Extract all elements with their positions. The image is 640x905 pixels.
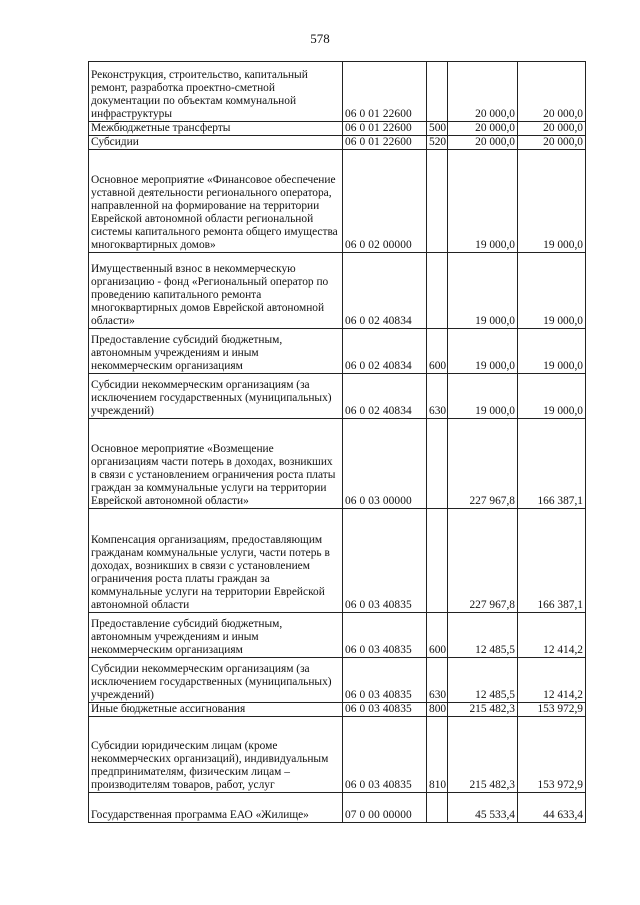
- table-row: [89, 419, 586, 509]
- row-code-cell: 06 0 01 22600: [343, 136, 427, 150]
- row-name-cell: [89, 509, 343, 613]
- row-name: Предоставление субсидий бюджетным, автономным учреждениям и иным некоммерческим организациям: [91, 334, 283, 372]
- row-name-cell: [89, 253, 343, 329]
- row-type-cell: 630: [427, 658, 448, 703]
- row-name: Реконструкция, строительство, капитальный ремонт, разработка проектно-сметной документации по объектам коммунальной инфраструктуры: [91, 69, 308, 120]
- row-value-1-cell: 215 482,3: [448, 717, 518, 793]
- row-type-cell: 630: [427, 374, 448, 419]
- row-code-cell: 06 0 03 40835: [343, 717, 427, 793]
- row-type-cell: [427, 419, 448, 509]
- row-value-1-cell: 20 000,0: [448, 136, 518, 150]
- row-code-cell: 06 0 02 00000: [343, 150, 427, 253]
- row-value-1-cell: 19 000,0: [448, 150, 518, 253]
- row-type-cell: [427, 62, 448, 122]
- row-name-cell: [89, 658, 343, 703]
- row-type-cell: [427, 509, 448, 613]
- row-type-cell: [427, 793, 448, 823]
- row-value-2-cell: 153 972,9: [518, 717, 586, 793]
- row-type-cell: 600: [427, 613, 448, 658]
- row-name: Основное мероприятие «Возмещение организациям части потерь в доходах, возникших в связи с установлением ограничения роста платы граждан за коммунальные услуги на территории Еврейской автономной области»: [91, 443, 336, 507]
- budget-table: [88, 61, 586, 823]
- row-name-cell: [89, 136, 343, 150]
- row-value-1-cell: 20 000,0: [448, 122, 518, 136]
- table-row: [89, 793, 586, 823]
- row-name: Субсидии некоммерческим организациям (за исключением государственных (муниципальных) учреждений): [91, 663, 332, 701]
- row-value-2-cell: 12 414,2: [518, 658, 586, 703]
- row-code-cell: 06 0 03 00000: [343, 419, 427, 509]
- row-name-cell: [89, 62, 343, 122]
- row-value-2-cell: 19 000,0: [518, 374, 586, 419]
- row-name-cell: [89, 150, 343, 253]
- row-value-2-cell: 166 387,1: [518, 419, 586, 509]
- row-type-cell: 500: [427, 122, 448, 136]
- row-value-2-cell: 20 000,0: [518, 122, 586, 136]
- row-name: Государственная программа ЕАО «Жилище»: [91, 809, 309, 821]
- table-row: [89, 329, 586, 374]
- row-name: Иные бюджетные ассигнования: [91, 703, 246, 715]
- row-value-1-cell: 20 000,0: [448, 62, 518, 122]
- row-name: Предоставление субсидий бюджетным, автономным учреждениям и иным некоммерческим организациям: [91, 618, 283, 656]
- table-row: [89, 150, 586, 253]
- row-code-cell: 06 0 03 40835: [343, 509, 427, 613]
- row-name: Компенсация организациям, предоставляющим гражданам коммунальные услуги, части потерь в доходах, возникших в связи с установлением ограничения роста платы граждан за коммунальные услуги на территории Еврейской автономной области: [91, 534, 330, 611]
- row-value-1-cell: 227 967,8: [448, 509, 518, 613]
- row-code-cell: 06 0 02 40834: [343, 253, 427, 329]
- row-name-cell: [89, 717, 343, 793]
- row-name: Основное мероприятие «Финансовое обеспечение уставной деятельности регионального оператора, направленной на формирование на территории Еврейской автономной области региональной системы капитального ремонта общего имущества многоквартирных домов»: [91, 174, 338, 251]
- row-name: Межбюджетные трансферты: [91, 122, 231, 134]
- row-code-cell: 06 0 01 22600: [343, 122, 427, 136]
- row-name: Субсидии юридическим лицам (кроме некоммерческих организаций), индивидуальным предпринимателям, физическим лицам – производителям товаров, работ, услуг: [91, 740, 329, 791]
- row-value-1-cell: 45 533,4: [448, 793, 518, 823]
- row-value-1-cell: 215 482,3: [448, 703, 518, 717]
- row-name: Субсидии некоммерческим организациям (за исключением государственных (муниципальных) учреждений): [91, 379, 332, 417]
- table-row: [89, 509, 586, 613]
- row-code-cell: 06 0 03 40835: [343, 658, 427, 703]
- row-type-cell: 600: [427, 329, 448, 374]
- row-code-cell: 06 0 01 22600: [343, 62, 427, 122]
- row-value-1-cell: 12 485,5: [448, 658, 518, 703]
- table-row: [89, 253, 586, 329]
- row-name-cell: [89, 419, 343, 509]
- row-name-cell: [89, 703, 343, 717]
- row-value-2-cell: 44 633,4: [518, 793, 586, 823]
- row-value-2-cell: 12 414,2: [518, 613, 586, 658]
- row-value-2-cell: 19 000,0: [518, 253, 586, 329]
- row-value-1-cell: 19 000,0: [448, 374, 518, 419]
- row-type-cell: [427, 150, 448, 253]
- table-row: [89, 703, 586, 717]
- row-type-cell: [427, 253, 448, 329]
- row-value-2-cell: 20 000,0: [518, 62, 586, 122]
- table-row: [89, 122, 586, 136]
- row-name-cell: [89, 329, 343, 374]
- row-name: Имущественный взнос в некоммерческую организацию - фонд «Региональный оператор по проведению капитального ремонта многоквартирных домов Еврейской автономной области»: [91, 263, 329, 327]
- row-name-cell: [89, 374, 343, 419]
- row-type-cell: 810: [427, 717, 448, 793]
- row-value-2-cell: 20 000,0: [518, 136, 586, 150]
- table-row: [89, 136, 586, 150]
- row-code-cell: 06 0 03 40835: [343, 703, 427, 717]
- table-row: [89, 62, 586, 122]
- budget-table-body: [89, 62, 586, 823]
- row-value-1-cell: 19 000,0: [448, 253, 518, 329]
- row-value-2-cell: 19 000,0: [518, 329, 586, 374]
- row-value-1-cell: 19 000,0: [448, 329, 518, 374]
- row-value-1-cell: 12 485,5: [448, 613, 518, 658]
- row-value-2-cell: 19 000,0: [518, 150, 586, 253]
- table-row: [89, 374, 586, 419]
- row-name-cell: [89, 793, 343, 823]
- row-type-cell: 800: [427, 703, 448, 717]
- table-row: [89, 613, 586, 658]
- table-row: [89, 717, 586, 793]
- row-name-cell: [89, 613, 343, 658]
- row-value-1-cell: 227 967,8: [448, 419, 518, 509]
- table-row: [89, 658, 586, 703]
- row-type-cell: 520: [427, 136, 448, 150]
- row-value-2-cell: 153 972,9: [518, 703, 586, 717]
- row-code-cell: 06 0 03 40835: [343, 613, 427, 658]
- row-code-cell: 06 0 02 40834: [343, 329, 427, 374]
- page-number: 578: [310, 31, 330, 46]
- row-name: Субсидии: [91, 136, 139, 148]
- row-code-cell: 07 0 00 00000: [343, 793, 427, 823]
- row-code-cell: 06 0 02 40834: [343, 374, 427, 419]
- row-name-cell: [89, 122, 343, 136]
- row-value-2-cell: 166 387,1: [518, 509, 586, 613]
